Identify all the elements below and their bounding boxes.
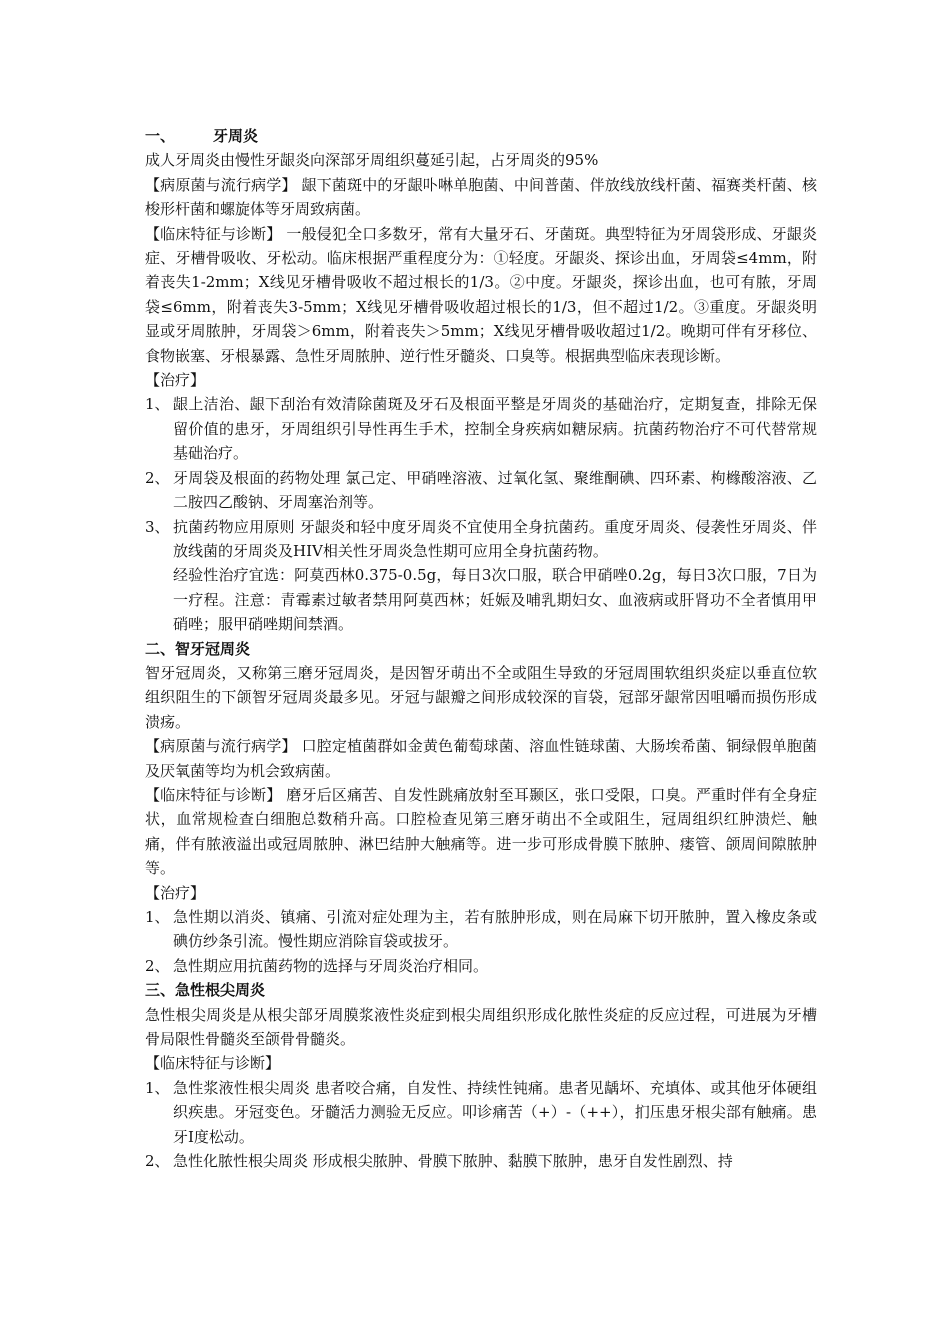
list-item-text: 牙周袋及根面的药物处理 氯己定、甲硝唑溶液、过氧化氢、聚维酮碘、四环素、枸橼酸溶液、乙二胺四乙酸钠、牙周塞治剂等。 — [173, 468, 817, 512]
section-1-intro: 成人牙周炎由慢性牙龈炎向深部牙周组织蔓延引起，占牙周炎的95% — [145, 151, 599, 170]
list-item-number: 2、 — [145, 956, 170, 975]
section-1-title: 牙周炎 — [213, 127, 259, 145]
list-item — [145, 1149, 817, 1173]
section-2-pathogen: 【病原菌与流行病学】 口腔定植菌群如金黄色葡萄球菌、溶血性链球菌、大肠埃希菌、铜绿假单胞菌及厌氧菌等均为机会致病菌。 — [145, 737, 817, 780]
section-1-clinical: 【临床特征与诊断】 一般侵犯全口多数牙，常有大量牙石、牙菌斑。典型特征为牙周袋形成、牙龈炎症、牙槽骨吸收、牙松动。临床根据严重程度分为：①轻度。牙龈炎、探诊出血，牙周袋≤4mm，附着丧失1-2mm；X线见牙槽骨吸收不超过根长的1/3。②中度。牙龈炎，探诊出血，也可有脓，牙周袋≤6mm，附着丧失3-5mm；X线见牙槽骨吸收超过根长的1/3，但不超过1/2。③重度。牙龈炎明显或牙周脓肿，牙周袋＞6mm，附着丧失＞5mm；X线见牙槽骨吸收超过1/2。晚期可伴有牙移位、食物嵌塞、牙根暴露、急性牙周脓肿、逆行性牙髓炎、口臭等。根据典型临床表现诊断。 — [145, 224, 817, 365]
list-item-text: 急性化脓性根尖周炎 形成根尖脓肿、骨膜下脓肿、黏膜下脓肿，患牙自发性剧烈、持 — [173, 1152, 733, 1171]
list-item-number: 1、 — [145, 395, 170, 414]
section-2-intro: 智牙冠周炎，又称第三磨牙冠周炎，是因智牙萌出不全或阻生导致的牙冠周围软组织炎症以垂直位软组织阻生的下颌智牙冠周炎最多见。牙冠与龈瓣之间形成较深的盲袋，冠部牙龈常因咀嚼而损伤形成溃疡。 — [145, 663, 817, 731]
section-1-number: 一、 — [145, 127, 176, 145]
list-item — [145, 1076, 817, 1149]
list-item-text: 抗菌药物应用原则 牙龈炎和轻中度牙周炎不宜使用全身抗菌药。重度牙周炎、侵袭性牙周炎、伴放线菌的牙周炎及HIV相关性牙周炎急性期可应用全身抗菌药物。 — [173, 517, 817, 560]
list-item — [145, 515, 817, 564]
list-item — [145, 954, 817, 978]
section-3-clinical-title: 【临床特征与诊断】 — [145, 1054, 281, 1073]
section-1-empirical-therapy: 经验性治疗宜选：阿莫西林0.375-0.5g，每日3次口服，联合甲硝唑0.2g，每日3次口服，7日为一疗程。注意：青霉素过敏者禁用阿莫西林；妊娠及哺乳期妇女、血液病或肝肾功不全者慎用甲硝唑；服甲硝唑期间禁酒。 — [173, 566, 817, 634]
section-3-intro: 急性根尖周炎是从根尖部牙周膜浆液性炎症到根尖周组织形成化脓性炎症的反应过程，可进展为牙槽骨局限性骨髓炎至颌骨骨髓炎。 — [145, 1005, 817, 1049]
section-2-clinical: 【临床特征与诊断】 磨牙后区痛苦、自发性跳痛放射至耳颞区，张口受限，口臭。严重时伴有全身症状，血常规检查白细胞总数稍升高。口腔检查见第三磨牙萌出不全或阻生，冠周组织红肿溃烂、触痛，伴有脓液溢出或冠周脓肿、淋巴结肿大触痛等。进一步可形成骨膜下脓肿、瘘管、颌周间隙脓肿等。 — [145, 785, 817, 878]
section-2-heading: 二、智牙冠周炎 — [145, 639, 251, 658]
list-item-number: 2、 — [145, 1152, 170, 1171]
list-item — [145, 392, 817, 465]
section-3-heading: 三、急性根尖周炎 — [145, 981, 266, 1000]
section-1-pathogen: 【病原菌与流行病学】 龈下菌斑中的牙龈卟啉单胞菌、中间普菌、伴放线放线杆菌、福赛类杆菌、核梭形杆菌和螺旋体等牙周致病菌。 — [145, 175, 817, 219]
list-item-text: 龈上洁治、龈下刮治有效清除菌斑及牙石及根面平整是牙周炎的基础治疗，定期复查，排除无保留价值的患牙，牙周组织引导性再生手术，控制全身疾病如糖尿病。抗菌药物治疗不可代替常规基础治疗。 — [173, 395, 817, 463]
list-item — [145, 466, 817, 515]
document-page — [145, 124, 817, 1173]
list-item-number: 1、 — [145, 1078, 170, 1097]
list-item-text: 急性期应用抗菌药物的选择与牙周炎治疗相同。 — [173, 956, 489, 975]
list-item-number: 3、 — [145, 517, 170, 536]
list-item-text: 急性期以消炎、镇痛、引流对症处理为主，若有脓肿形成，则在局麻下切开脓肿，置入橡皮条或碘仿纱条引流。慢性期应消除盲袋或拔牙。 — [173, 908, 817, 951]
list-item-number: 1、 — [145, 908, 170, 926]
list-item-number: 2、 — [145, 468, 170, 487]
section-1-treatment-title: 【治疗】 — [145, 371, 206, 390]
list-item-text: 急性浆液性根尖周炎 患者咬合痛，自发性、持续性钝痛。患者见龋坏、充填体、或其他牙体硬组织疾患。牙冠变色。牙髓活力测验无反应。叩诊痛苦（+）-（++），扪压患牙根尖部有触痛。患牙Ⅰ度松动。 — [173, 1078, 817, 1146]
list-item — [145, 905, 817, 954]
section-1-heading — [145, 124, 817, 148]
section-2-treatment-title: 【治疗】 — [145, 883, 206, 902]
